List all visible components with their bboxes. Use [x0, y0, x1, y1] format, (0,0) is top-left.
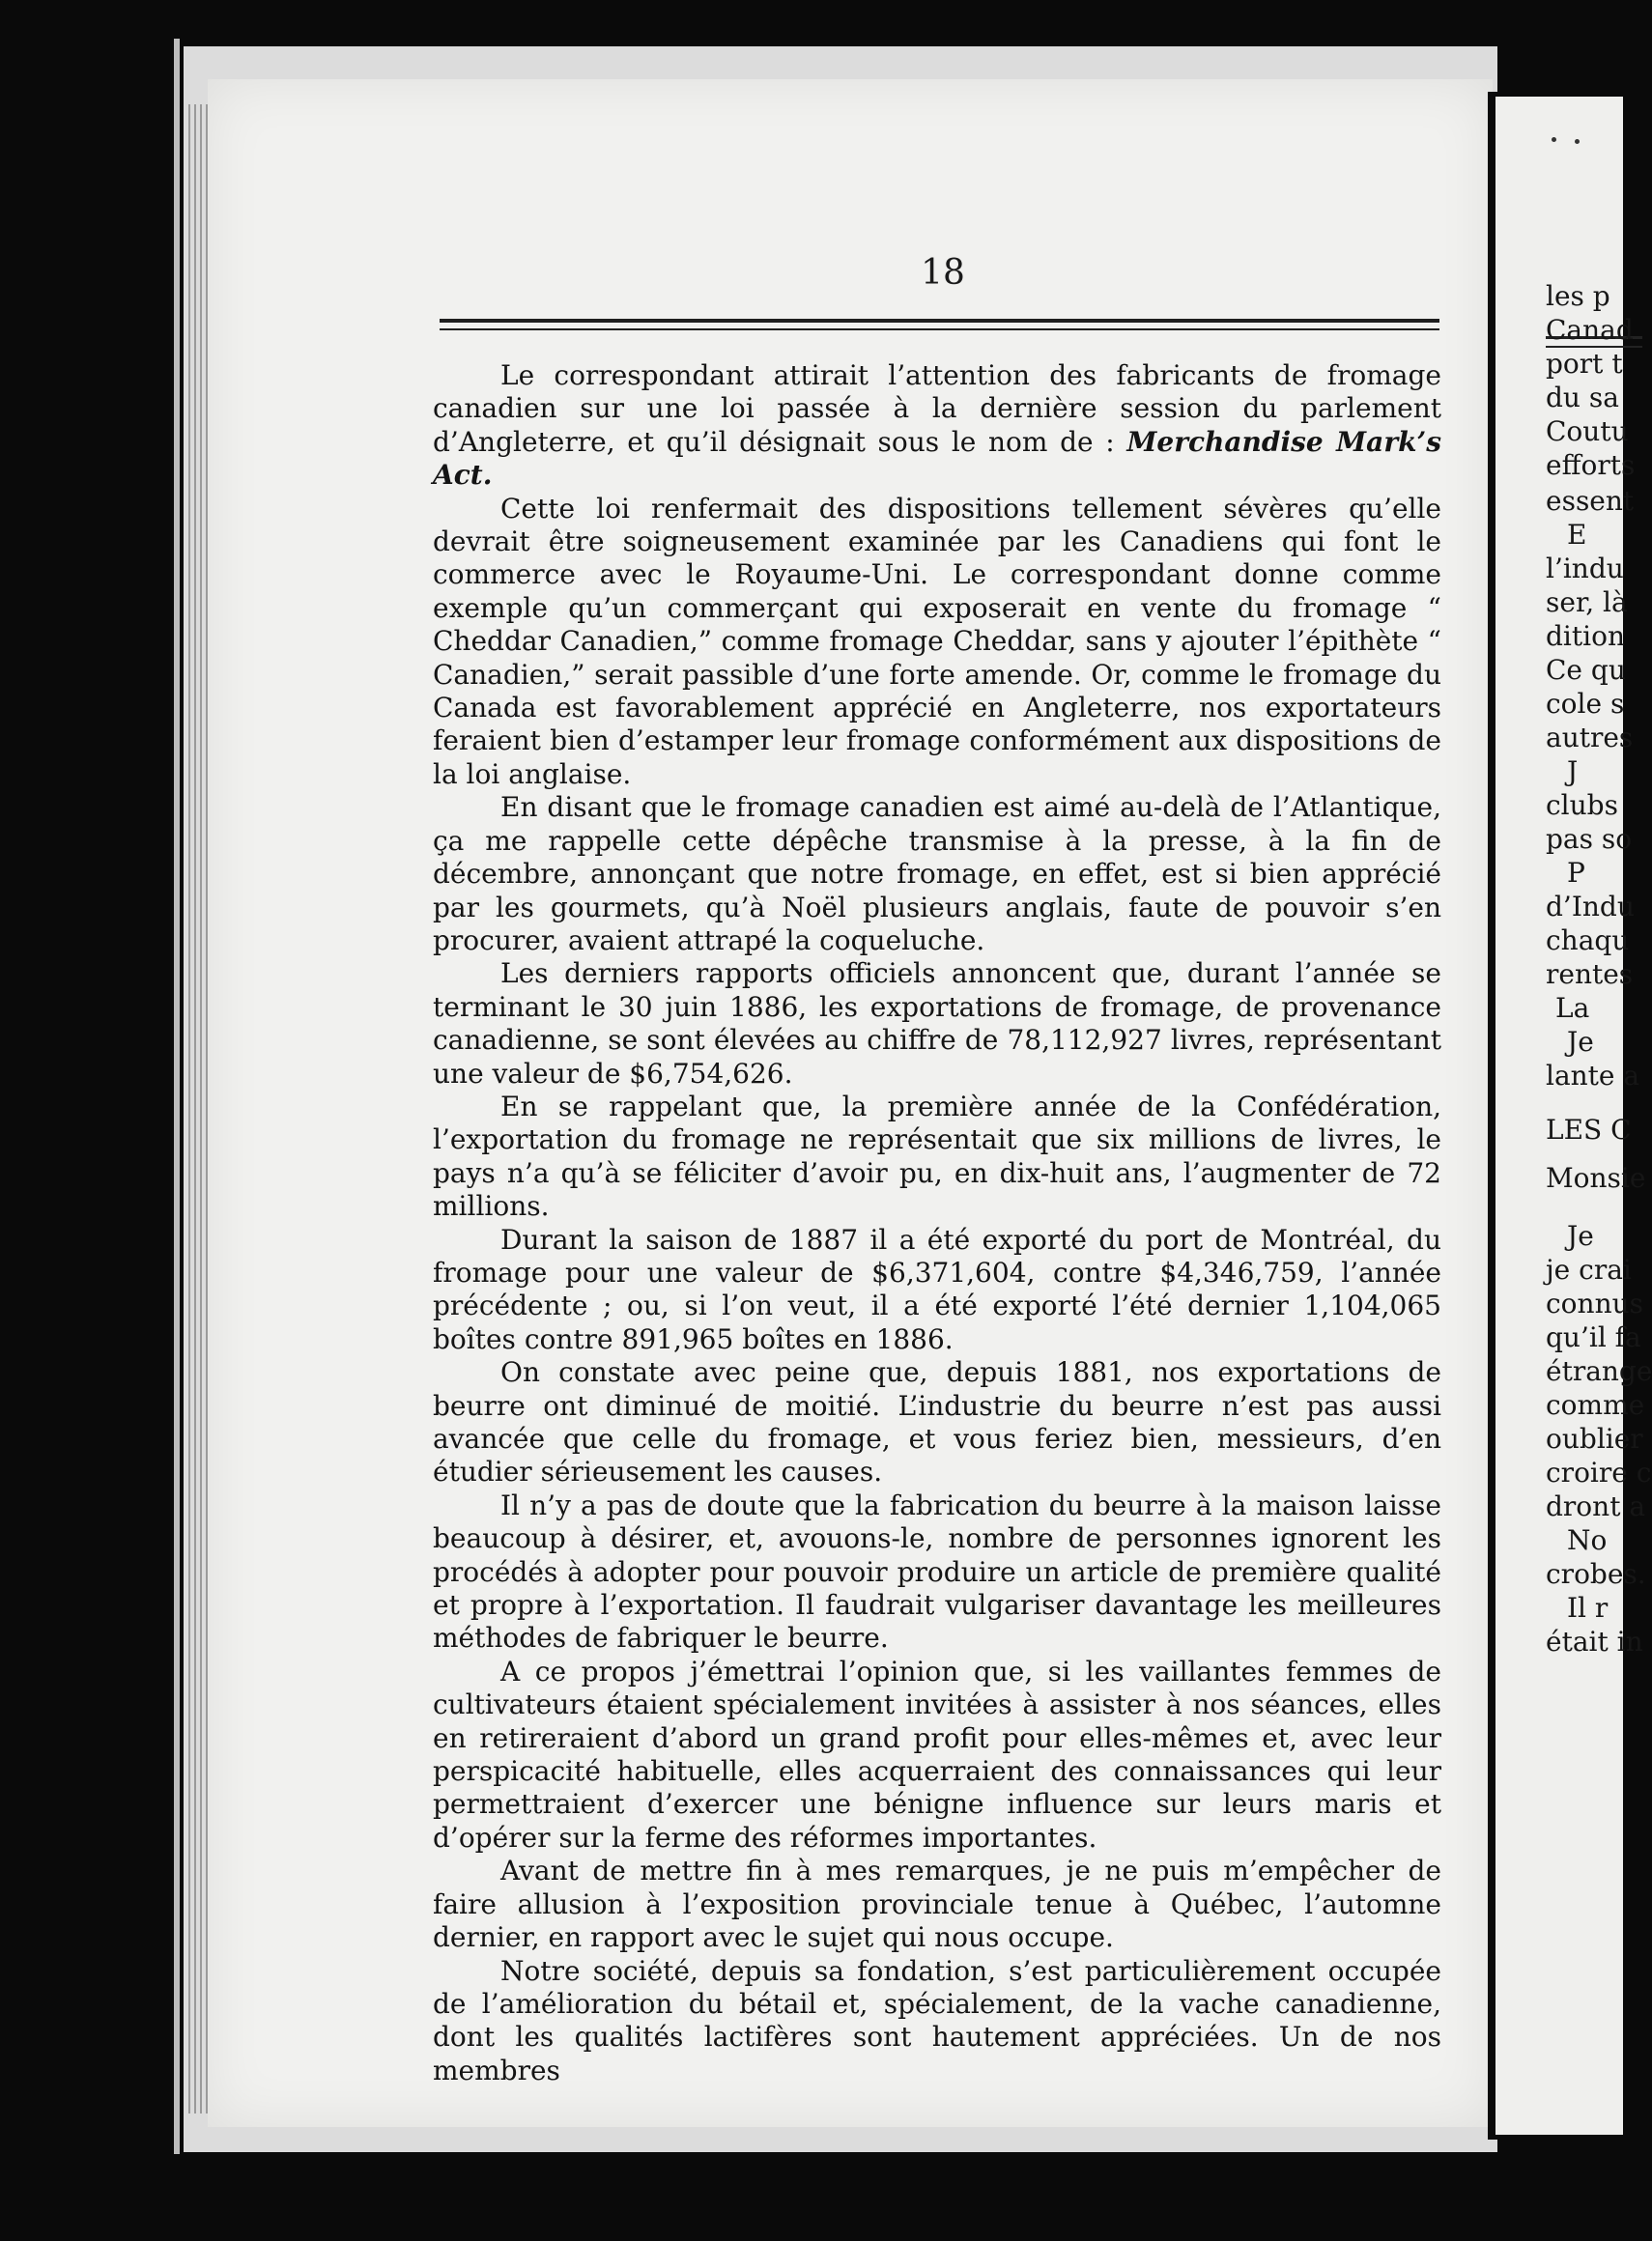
facing-page — [1495, 97, 1652, 2135]
facing-line: Je — [1567, 1026, 1594, 1058]
facing-line: Il r — [1567, 1592, 1609, 1624]
facing-line: Coutu — [1546, 415, 1629, 447]
facing-line: du sa — [1546, 382, 1619, 413]
facing-line: crobes. — [1546, 1558, 1646, 1590]
facing-line: Canad — [1546, 314, 1634, 346]
header-rule-thin — [440, 328, 1439, 330]
paragraph-11: Notre société, depuis sa fondation, s’est particulièrement occupée de l’amélioration du bétail et, spécialement, de la vache canadienne, dont les qualités lactifères sont hautement appréciées. Un de nos membres — [433, 1954, 1441, 2086]
facing-line: cole s — [1546, 688, 1625, 720]
facing-line: qu’il fa — [1546, 1321, 1641, 1353]
facing-line: La — [1555, 992, 1590, 1024]
facing-line: J — [1567, 755, 1579, 787]
facing-line: oublier — [1546, 1423, 1643, 1455]
paragraph-7: On constate avec peine que, depuis 1881, nos exportations de beurre ont diminué de moitié. L’industrie du beurre n’est pas aussi avancée que celle du fromage, et vous feriez bien, messieurs, d’en étudier sérieusement les causes. — [433, 1356, 1441, 1489]
paragraph-4: Les derniers rapports officiels annoncent que, durant l’année se terminant le 30 juin 1886, les exportations de fromage, de provenance canadienne, se sont élevées au chiffre de 78,112,927 livres, représentant une valeur de $6,754,626. — [433, 957, 1441, 1090]
facing-line: était in — [1546, 1626, 1643, 1658]
facing-line: LES C — [1546, 1114, 1632, 1146]
facing-line: les p — [1546, 280, 1610, 312]
paragraph-8: Il n’y a pas de doute que la fabrication du beurre à la maison laisse beaucoup à désirer, et, avouons-le, nombre de personnes ignorent les procédés à adopter pour pouvoir produire un article de première qualité et propre à l’exportation. Il faudrait vulgariser davantage les meilleures méthodes de fabriquer le beurre. — [433, 1489, 1441, 1655]
paragraph-9: A ce propos j’émettrai l’opinion que, si les vaillantes femmes de cultivateurs étaient spécialement invitées à assister à nos séances, elles en retireraient d’abord un grand profit pour elles-mêmes et, avec leur perspicacité habituelle, elles acquerraient des connaissances qui leur permettraient d’exercer une bénigne influence sur leurs maris et d’opérer sur la ferme des réformes importantes. — [433, 1655, 1441, 1854]
facing-line: croire c — [1546, 1457, 1652, 1489]
facing-line: dront a — [1546, 1490, 1646, 1522]
body-text — [433, 359, 1441, 2087]
facing-line: comme — [1546, 1389, 1645, 1421]
facing-line: efforts — [1546, 449, 1636, 481]
facing-line: étrange — [1546, 1355, 1652, 1387]
facing-line: ser, là — [1546, 586, 1628, 618]
facing-line: chaqu — [1546, 924, 1630, 956]
facing-line: autres — [1546, 722, 1634, 753]
facing-line: rentes — [1546, 958, 1634, 990]
facing-line: E — [1567, 519, 1587, 551]
paragraph-1: Le correspondant attirait l’attention des fabricants de fromage canadien sur une loi passée à la dernière session du parlement d’Angleterre, et qu’il désignait sous le nom de : Merchandise Mark’s Act. — [433, 359, 1441, 492]
facing-line: P — [1567, 857, 1585, 889]
facing-line: lante a — [1546, 1060, 1640, 1092]
paragraph-2: Cette loi renfermait des dispositions tellement sévères qu’elle devrait être soigneusement examinée par les Canadiens qui font le commerce avec le Royaume-Uni. Le correspondant donne comme exemple qu’un commerçant qui exposerait en vente du fromage “ Cheddar Canadien,” comme fromage Cheddar, sans y ajouter l’épithète “ Canadien,” serait passible d’une forte amende. Or, comme le fromage du Canada est favorablement apprécié en Angleterre, nos exportateurs feraient bien d’estamper leur fromage conformément aux dispositions de la loi anglaise. — [433, 492, 1441, 790]
facing-line: Ce qu — [1546, 654, 1626, 686]
facing-line: Je — [1567, 1220, 1594, 1252]
header-rule-thick — [440, 319, 1439, 323]
scan-border — [174, 39, 180, 2154]
facing-line: connus — [1546, 1288, 1644, 1319]
facing-line: port t — [1546, 348, 1623, 380]
facing-line: essent — [1546, 485, 1635, 517]
facing-line: je crai — [1546, 1254, 1632, 1286]
paragraph-3: En disant que le fromage canadien est aimé au-delà de l’Atlantique, ça me rappelle cette dépêche transmise à la presse, à la fin de décembre, annonçant que notre fromage, en effet, est si bien apprécié par les gourmets, qu’à Noël plusieurs anglais, faute de pouvoir s’en procurer, avaient attrapé la coqueluche. — [433, 791, 1441, 956]
page-number: 18 — [921, 253, 965, 293]
paragraph-10: Avant de mettre fin à mes remarques, je ne puis m’empêcher de faire allusion à l’exposition provinciale tenue à Québec, l’automne dernier, en rapport avec le sujet qui nous occupe. — [433, 1855, 1441, 1954]
paragraph-6: Durant la saison de 1887 il a été exporté du port de Montréal, du fromage pour une valeur de $6,371,604, contre $4,346,759, l’année précédente ; ou, si l’on veut, il a été exporté l’été dernier 1,104,065 boîtes contre 891,965 boîtes en 1886. — [433, 1223, 1441, 1355]
facing-line: d’Indu — [1546, 891, 1635, 922]
facing-line: pas so — [1546, 823, 1633, 855]
facing-line: dition — [1546, 620, 1625, 652]
facing-line: Monsie — [1546, 1162, 1646, 1194]
facing-line: clubs — [1546, 789, 1618, 821]
paragraph-5: En se rappelant que, la première année de la Confédération, l’exportation du fromage ne représentait que six millions de livres, le pays n’a qu’à se féliciter d’avoir pu, en dix-huit ans, l’augmenter de 72 millions. — [433, 1090, 1441, 1223]
facing-line: l’indu — [1546, 553, 1624, 584]
facing-line: No — [1567, 1524, 1608, 1556]
act-name: Merchandise Mark’s Act. — [433, 425, 1441, 492]
